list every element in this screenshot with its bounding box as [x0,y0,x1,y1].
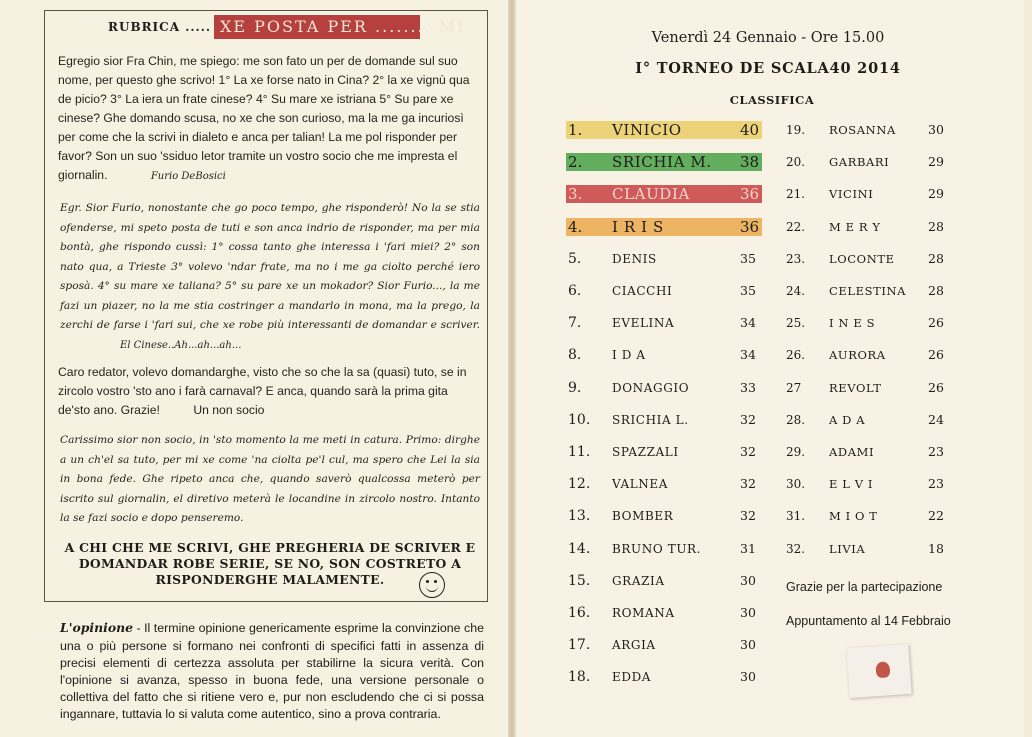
thanks-note: Grazie per la partecipazione [786,580,943,594]
ranking-position: 11. [568,444,591,460]
letter-furio [58,52,480,186]
opinione-paragraph [60,619,484,723]
ranking-position: 29. [786,445,806,459]
ranking-name: I N E S [829,316,876,330]
ranking-position: 8. [568,347,582,363]
ranking-score: 30 [740,573,756,588]
ranking-score: 36 [740,185,760,203]
letter-furio-text: Egregio sior Fra Chin, me spiego: me son fato un per de domande sul suo nome, per questo ghe scrivo! 1° La xe forse nato in Cina? 2° la xe vignù qua de picio? 3° La iera un frate cinese? 4° Su mare xe istriana 5° Su pare xe cinese? Ghe domando scusa, no xe che son curioso, ma la me ga incuriosì per come che la scrivi in dialeto e anca per talian! La me pol risponder per favor? Son un suo 'ssiduo letor tramite un vostro socio che me impresta el giornalin. [58,54,470,182]
ranking-name: I D A [612,348,646,362]
ranking-subtitle: CLASSIFICA [729,93,815,107]
ranking-score: 32 [740,508,756,523]
ranking-score: 33 [740,380,756,395]
ranking-score: 24 [928,412,944,427]
letter-non-socio-signature: Un non socio [193,403,265,417]
ranking-position: 26. [786,348,806,362]
rose-picture [846,644,911,698]
ranking-score: 34 [740,347,756,362]
ranking-name: VICINI [829,187,874,201]
letter-non-socio-text: Caro redator, volevo domandarghe, visto che so che la sa (quasi) tuto, se in zircolo vostro 'sto ano i farà carnaval? E anca, quando sarà la prima gita de'sto ano. Grazie! [58,365,467,417]
ranking-score: 26 [928,315,944,330]
ranking-position: 13. [568,508,591,524]
ranking-score: 28 [928,219,944,234]
ranking-name: M E R Y [829,220,881,234]
letter-non-socio [58,363,480,420]
ranking-name: DONAGGIO [612,381,690,395]
highlight-bar [566,218,762,236]
event-date: Venerdì 24 Gennaio - Ore 15.00 [651,30,885,46]
column-banner: XE POSTA PER ........ MI [214,15,420,39]
ranking-score: 36 [740,218,760,236]
ranking-score: 29 [928,186,944,201]
reply-furio-text: Egr. Sior Furio, nonostante che go poco tempo, ghe risponderò! No la se stia ofenderse, mi speto posta de tuti e son anca indrio de risponder, ma per mia bontà, ghe rispondo cussì: 1° cossa tanto ghe interessa i 'fari miei? 2° son nato qua, a Trieste 3° volevo 'ndar frate, ma no i me ga ciolto perché iero sposà. 4° su mare xe taliana? 5° su pare xe un mokador? Sior Furio..., la me fazi un piazer, no la me stia costringer a mandarlo in mona, ma la prego, la zerchi de farse i 'fari sui, che xe robe più interessanti de domandar e scriver. [60,202,480,331]
ranking-position: 25. [786,316,806,330]
ranking-score: 22 [928,508,944,523]
ranking-score: 18 [928,541,944,556]
ranking-score: 26 [928,380,944,395]
ranking-position: 17. [568,637,591,653]
ranking-score: 35 [740,283,756,298]
ranking-name: SRICHIA L. [612,413,689,427]
ranking-name: GRAZIA [612,574,665,588]
letter-furio-signature: Furio DeBosici [150,171,226,182]
ranking-score: 35 [740,251,756,266]
ranking-name: BRUNO TUR. [612,542,702,556]
ranking-position: 2. [568,153,583,171]
ranking-name: SPAZZALI [612,445,679,459]
ranking-position: 22. [786,220,806,234]
ranking-name: SRICHIA M. [612,153,712,171]
ranking-position: 18. [568,669,591,685]
ranking-score: 30 [928,122,944,137]
ranking-score: 31 [740,541,756,556]
ranking-name: CIACCHI [612,284,673,298]
ranking-score: 32 [740,444,756,459]
ranking-position: 5. [568,251,582,267]
ranking-name: I R I S [612,218,664,236]
ranking-score: 30 [740,605,756,620]
ranking-position: 21. [786,187,806,201]
ranking-position: 7. [568,315,582,331]
ranking-position: 32. [786,542,806,556]
ranking-name: BOMBER [612,509,674,523]
ranking-position: 1. [568,121,583,139]
ranking-name: AURORA [829,348,886,362]
tournament-title: I° TORNEO DE SCALA40 2014 [635,60,901,77]
opinione-heading: L'opinione [60,620,134,636]
ranking-position: 31. [786,509,806,523]
ranking-position: 3. [568,185,583,203]
ranking-score: 30 [740,669,756,684]
opinione-text: - Il termine opinione genericamente esprime la convinzione che una o più persone si formano nei confronti di specifici fatti in assenza di precisi elementi di certezza assoluta per stabilirne la sicura verità. Con l'opinione si avanza, spesso in buona fede, una versione personale o collettiva del fatto che si ritiene vero e, pur non escludendo che ci si possa ingannare, tuttavia lo si valuta come autentico, sino a prova contraria. [60,621,484,722]
ranking-name: ARGIA [612,638,656,652]
ranking-position: 10. [568,412,591,428]
ranking-position: 23. [786,252,806,266]
ranking-position: 27 [786,381,802,395]
ranking-score: 32 [740,476,756,491]
ranking-score: 28 [928,283,944,298]
ranking-position: 19. [786,123,806,137]
ranking-name: DENIS [612,252,657,266]
reply-furio [60,199,480,355]
ranking-score: 34 [740,315,756,330]
ranking-position: 15. [568,573,591,589]
reply-furio-signature: El Cinese..Ah...ah...ah... [120,339,242,351]
ranking-position: 6. [568,283,582,299]
ranking-score: 30 [740,637,756,652]
ranking-name: ROMANA [612,606,675,620]
ranking-name: LIVIA [829,542,866,556]
ranking-position: 24. [786,284,806,298]
ranking-name: E L V I [829,477,874,491]
ranking-name: LOCONTE [829,252,895,266]
ranking-position: 28. [786,413,806,427]
rubrica-label: RUBRICA ..... [108,20,212,34]
ranking-position: 12. [568,476,591,492]
ranking-score: 23 [928,476,944,491]
ranking-name: M I O T [829,509,878,523]
ranking-position: 30. [786,477,806,491]
ranking-name: A D A [829,413,866,427]
ranking-name: CELESTINA [829,284,907,298]
ranking-name: EVELINA [612,316,675,330]
ranking-position: 9. [568,380,582,396]
ranking-position: 16. [568,605,591,621]
ranking-score: 26 [928,347,944,362]
ranking-name: REVOLT [829,381,882,395]
page-fold [508,0,516,737]
ranking-score: 32 [740,412,756,427]
ranking-name: ROSANNA [829,123,896,137]
ranking-position: 14. [568,541,591,557]
ranking-name: ADAMI [829,445,875,459]
ranking-position: 20. [786,155,806,169]
ranking-score: 23 [928,444,944,459]
appointment-note: Appuntamento al 14 Febbraio [786,614,951,628]
ranking-score: 28 [928,251,944,266]
ranking-name: GARBARI [829,155,890,169]
ranking-name: VALNEA [612,477,669,491]
reply-non-socio: Carissimo sior non socio, in 'sto momento la me meti in catura. Primo: dirghe a un ch'el sa tuto, per mi xe come 'na ciolta pe'l cul, ma spero che Lei la sia in bona fede. Ghe ripeto anca che, quando saverò qualcossa meterò per iscrito sul giornalin, el diretivo meterà le locandine in zircolo nostro. Intanto la se fazi socio e dopo penseremo. [60,434,480,524]
ranking-score: 29 [928,154,944,169]
smiley-icon [419,572,445,598]
ranking-name: EDDA [612,670,652,684]
ranking-score: 38 [740,153,760,171]
ranking-name: CLAUDIA [612,185,690,203]
ranking-score: 40 [740,121,760,139]
ranking-position: 4. [568,218,583,236]
ranking-name: VINICIO [612,121,682,139]
warning-caps: A CHI CHE ME SCRIVI, GHE PREGHERIA DE SCRIVER E DOMANDAR ROBE SERIE, SE NO, SON COSTRETO A RISPONDERGHE MALAMENTE. [64,540,476,587]
